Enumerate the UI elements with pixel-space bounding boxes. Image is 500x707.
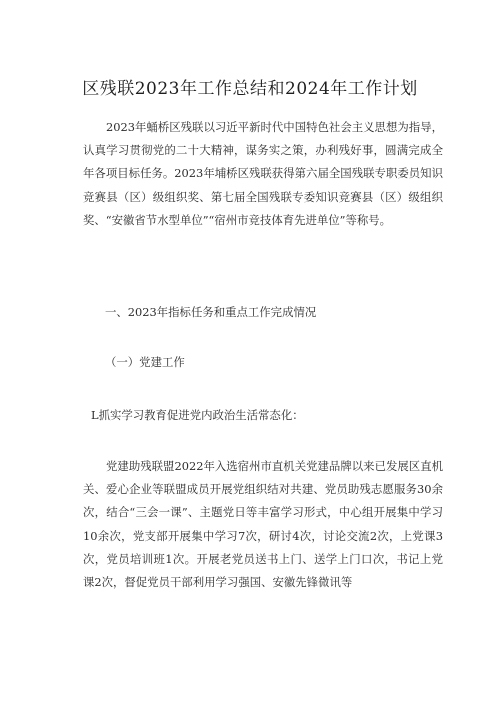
item-heading: L抓实学习教育促进党内政治生活常态化：	[91, 408, 304, 422]
body-paragraph	[83, 455, 443, 594]
subsection-heading: （一）党建工作	[105, 355, 185, 369]
intro-text: 2023年蛹桥区残联以习近平新时代中国特色社会主义思想为指导，认真学习贯彻党的二十大精神，谋务实之策，办利残好事，圆满完成全年各项目标任务。2023年埔桥区残联获得第六届全国残联专职委员知识竞赛县（区）级组织奖、第七届全国残联专委知识竞赛县（区）级组织奖、“安徽省节水型单位”“宿州市竞技体育先进单位”等称号。	[83, 120, 443, 227]
intro-paragraph	[83, 116, 443, 232]
document-title: 区残联2023年工作总结和2024年工作计划	[82, 79, 418, 99]
section-heading: 一、2023年指标任务和重点工作完成情况	[105, 305, 317, 319]
body-text: 党建助残联盟2022年入选宿州市直机关党建品牌以来已发展区直机关、爱心企业等联盟成员开展党组织结对共建、党员助残志愿服务30余次，结合“三会一课”、主题党日等丰富学习形式，中心组开展集中学习10余次，党支部开展集中学习7次，研讨4次，讨论交流2次，上党课3次，党员培训班1次。开展老党员送书上门、送学上门口次，书记上党课2次，督促党员干部利用学习强国、安徽先锋微讯等	[83, 459, 443, 590]
